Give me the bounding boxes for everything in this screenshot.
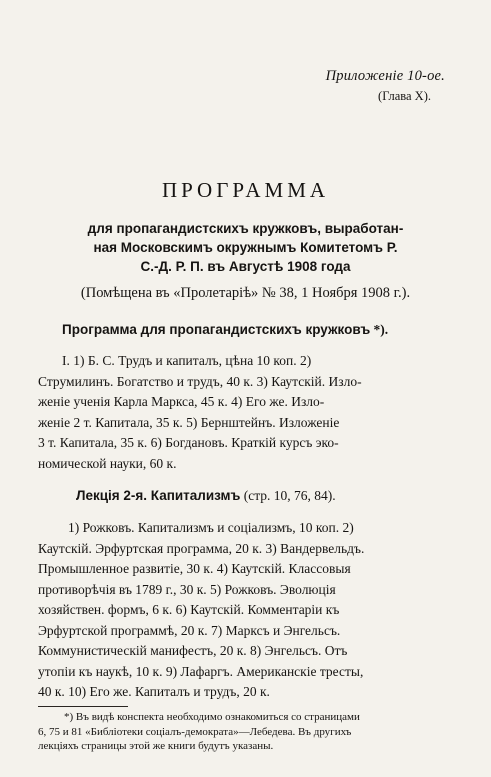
document-subtitle <box>22 219 469 276</box>
section-heading <box>62 322 388 338</box>
text-line: утопіи къ наукѣ, 10 к. 9) Лафаргъ. Американскіе тресты, <box>38 663 364 679</box>
text-line: 40 к. 10) Его же. Капиталъ и трудъ, 20 к. <box>38 684 270 699</box>
lecture-heading-title: Лекція 2-я. Капитализмъ <box>76 488 241 503</box>
subtitle-line: для пропагандистскихъ кружковъ, выработан- <box>87 221 404 236</box>
text-line: женіе 2 т. Капитала, 35 к. 5) Бернштейнъ. Изложеніе <box>38 414 340 430</box>
lecture-heading <box>76 488 336 504</box>
appendix-header <box>326 68 445 104</box>
footnote-line: 6, 75 и 81 «Библіотеки соціалъ-демократа»—Лебедева. Въ другихъ <box>38 725 352 738</box>
document-title: ПРОГРАММА <box>161 178 330 202</box>
footnote-divider <box>38 706 128 707</box>
reading-list-section-1 <box>38 351 452 474</box>
text-line: хозяйствен. формъ, 6 к. 6) Каутскій. Комментаріи къ <box>38 602 340 617</box>
publication-note: (Помѣщена въ «Пролетаріѣ» № 38, 1 Ноября 1908 г.). <box>80 285 411 301</box>
text-line: 3 т. Капитала, 35 к. 6) Богдановъ. Краткій курсъ эко- <box>38 435 339 450</box>
appendix-label: Приложеніе 10-ое. <box>325 68 445 84</box>
text-line: противорѣчія въ 1789 г., 30 к. 5) Рожковъ. Эволюція <box>38 581 336 597</box>
text-line: I. 1) Б. С. Трудъ и капиталъ, цѣна 10 коп. 2) <box>62 353 312 368</box>
footnote-line: *) Въ видѣ конспекта необходимо ознакомиться со страницами <box>64 711 360 723</box>
text-line: Коммунистическій манифестъ, 20 к. 8) Энгельсъ. Отъ <box>38 643 348 658</box>
text-line: номической науки, 60 к. <box>38 455 177 471</box>
text-line: Эрфуртской программѣ, 20 к. 7) Марксъ и Энгельсъ. <box>38 622 341 638</box>
footnote-line: лекціяхъ страницы этой же книги будутъ указаны. <box>38 740 274 752</box>
subtitle-line: ная Московскимъ окружнымъ Комитетомъ Р. <box>93 240 398 255</box>
text-line: Каутскій. Эрфуртская программа, 20 к. 3) Вандервельдъ. <box>38 540 365 556</box>
section-heading-text: Программа для пропагандистскихъ кружковъ <box>62 322 371 337</box>
text-line: 1) Рожковъ. Капитализмъ и соціализмъ, 10 коп. 2) <box>68 520 354 535</box>
reading-list-lecture-2 <box>38 518 452 703</box>
text-line: Струмилинъ. Богатство и трудъ, 40 к. 3) Каутскій. Изло- <box>38 373 362 389</box>
text-line: женіе ученія Карла Маркса, 45 к. 4) Его же. Изло- <box>38 394 325 409</box>
footnote-marker: *). <box>370 322 389 337</box>
subtitle-line: С.-Д. Р. П. въ Августѣ 1908 года <box>140 259 351 274</box>
lecture-heading-pages: (стр. 10, 76, 84). <box>240 488 336 503</box>
footnote <box>38 710 458 754</box>
chapter-reference: (Глава X). <box>378 89 431 103</box>
text-line: Промышленное развитіе, 30 к. 4) Каутскій. Классовыя <box>38 561 351 576</box>
